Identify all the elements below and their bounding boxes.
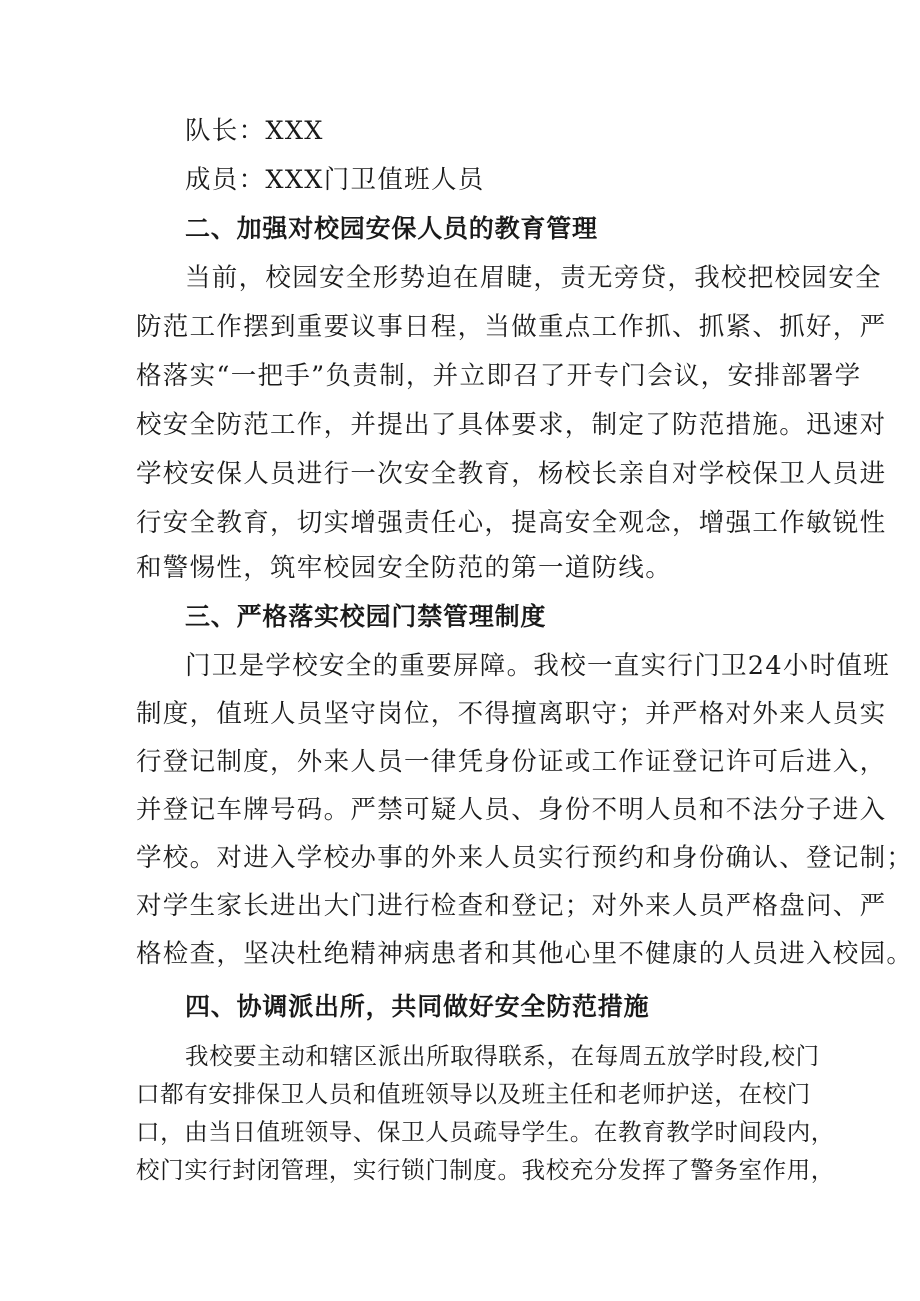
section-4-line: 口，由当日值班领导、保卫人员疏导学生。在教育教学时间段内， [136,1118,835,1146]
section-2-line: 当前，校园安全形势迫在眉睫，责无旁贷，我校把校园安全 [185,263,882,293]
section-2-line: 校安全防范工作，并提出了具体要求，制定了防范措施。迅速对 [136,410,887,440]
section-2-line: 学校安保人员进行一次安全教育，杨校长亲自对学校保卫人员进 [136,459,887,489]
section-3-line: 门卫是学校安全的重要屏障。我校一直实行门卫24小时值班 [185,651,891,681]
section-3-line: 行登记制度，外来人员一律凭身份证或工作证登记许可后进入， [136,747,887,777]
team-members: 成员：XXX门卫值班人员 [185,165,485,195]
section-4-line: 校门实行封闭管理，实行锁门制度。我校充分发挥了警务室作用， [136,1156,835,1184]
section-4-line: 我校要主动和辖区派出所取得联系，在每周五放学时段,校门 [185,1042,820,1070]
section-3-line: 格检查，坚决杜绝精神病患者和其他心里不健康的人员进入校园。 [136,939,914,969]
section-3-line: 学校。对进入学校办事的外来人员实行预约和身份确认、登记制； [136,843,914,873]
section-4-line: 口都有安排保卫人员和值班领导以及班主任和老师护送，在校门 [136,1080,811,1108]
section-3-heading: 三、严格落实校园门禁管理制度 [185,602,547,631]
section-4-heading: 四、协调派出所，共同做好安全防范措施 [185,992,650,1021]
team-leader: 队长：XXX [185,116,324,146]
section-2-line: 和警惕性，筑牢校园安全防范的第一道防线。 [136,553,673,583]
section-3-line: 制度，值班人员坚守岗位，不得擅离职守；并严格对外来人员实 [136,699,887,729]
section-2-line: 行安全教育，切实增强责任心，提高安全观念，增强工作敏锐性 [136,508,887,538]
section-2-heading: 二、加强对校园安保人员的教育管理 [185,214,598,243]
section-3-line: 对学生家长进出大门进行检查和登记；对外来人员严格盘问、严 [136,891,887,921]
section-2-line: 防范工作摆到重要议事日程，当做重点工作抓、抓紧、抓好，严 [136,312,887,342]
section-3-line: 并登记车牌号码。严禁可疑人员、身份不明人员和不法分子进入 [136,795,887,825]
section-2-line: 格落实“一把手”负责制，并立即召了开专门会议，安排部署学 [136,361,862,391]
